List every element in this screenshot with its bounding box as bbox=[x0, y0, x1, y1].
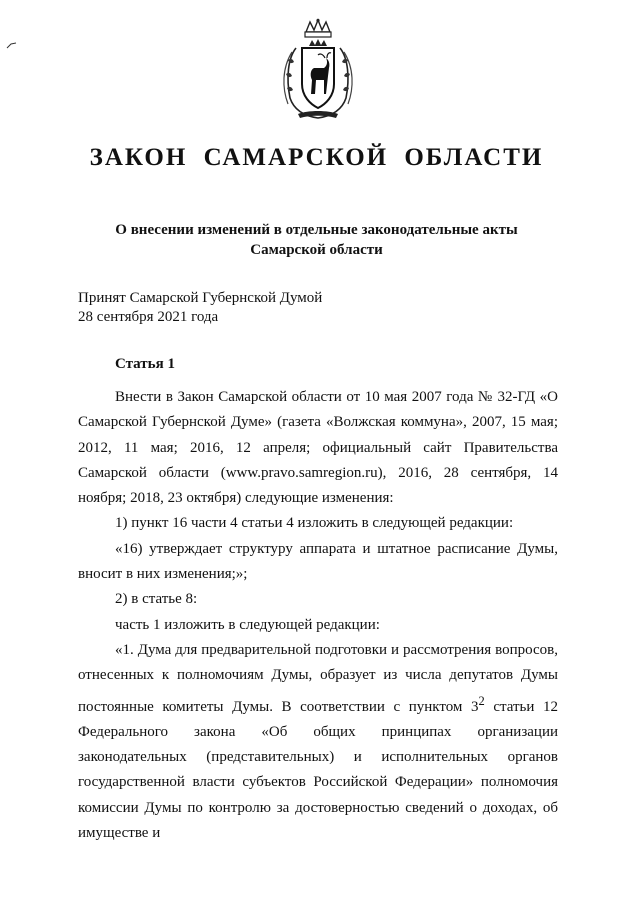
article-heading: Статья 1 bbox=[115, 356, 175, 372]
paragraph: «16) утверждает структуру аппарата и штатное расписание Думы, вносит в них изменения;»; bbox=[78, 540, 558, 583]
article-body bbox=[78, 385, 558, 846]
adoption-info bbox=[78, 289, 322, 327]
superscript: 2 bbox=[478, 693, 485, 708]
subtitle-line: Самарской области bbox=[250, 242, 383, 258]
adopted-date: 28 сентября 2021 года bbox=[78, 309, 219, 325]
subtitle-line: О внесении изменений в отдельные законодательные акты bbox=[115, 222, 518, 238]
paragraph bbox=[78, 638, 558, 846]
paragraph: 2) в статье 8: bbox=[115, 591, 198, 608]
samara-coat-of-arms-icon bbox=[278, 18, 358, 122]
paragraph: Внести в Закон Самарской области от 10 мая 2007 года № 32-ГД «О Самарской Губернской Думе» (газета «Волжская коммуна», 2007, 15 мая; 2012, 11 мая; 2016, 12 апреля; официальный сайт Правительства Самарской области (www.pravo.samregion.ru), 2016, 28 сентября, 14 ноября; 2018, 23 октября) следующие изменения: bbox=[78, 389, 558, 507]
scan-mark-icon bbox=[6, 40, 18, 50]
paragraph: 1) пункт 16 части 4 статьи 4 изложить в следующей редакции: bbox=[115, 515, 514, 532]
document-subtitle bbox=[60, 220, 573, 260]
paragraph-text: «1. Дума для предварительной подготовки и рассмотрения вопросов, отнесенных к полномочиям Думы, образует из числа депутатов Думы постоянные комитеты Думы. В соответствии с пунктом 3 bbox=[78, 641, 558, 715]
paragraph: часть 1 изложить в следующей редакции: bbox=[115, 616, 380, 633]
paragraph-text: статьи 12 Федерального закона «Об общих принципах организации законодательных (представительных) и исполнительных органов государственной власти субъектов Российской Федерации» полномочия комиссии Думы по контролю за достоверностью сведений о доходах, об имуществе и bbox=[78, 698, 558, 842]
document-title: ЗАКОН САМАРСКОЙ ОБЛАСТИ bbox=[89, 144, 544, 171]
adopted-by: Принят Самарской Губернской Думой bbox=[78, 290, 323, 306]
